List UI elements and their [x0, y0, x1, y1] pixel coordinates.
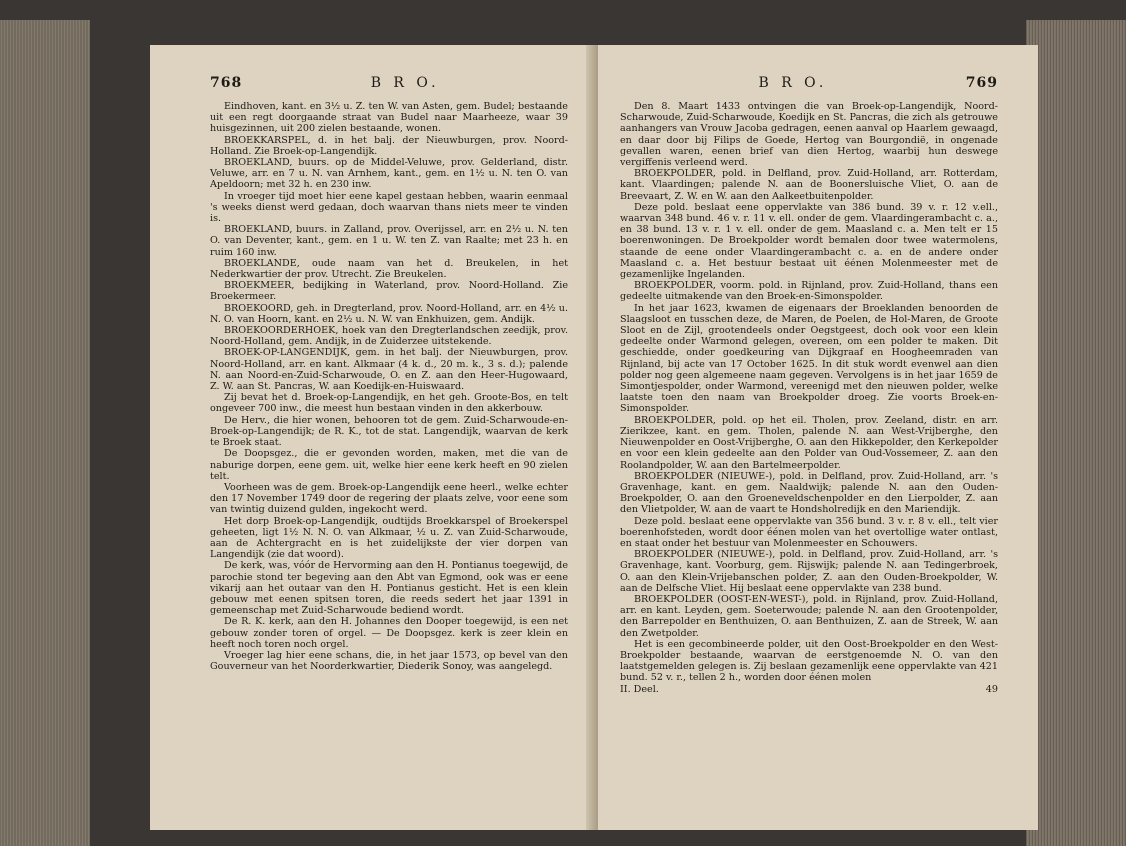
right-page — [598, 45, 1038, 830]
paragraph: BROEKPOLDER (OOST-EN-WEST-), pold. in Rijnland, prov. Zuid-Holland, arr. en kant. Leyden, gem. Soeterwoude; palende N. aan den Grootenpolder, den Barrepolder en Benthuizen, O. aan Benthuizen, Z. aan de Streek, W. aan den Zwetpolder. — [620, 593, 998, 639]
paragraph: BROEKMEER, bedijking in Waterland, prov. Noord-Holland. Zie Broekermeer. — [210, 280, 568, 303]
paragraph: BROEKLAND, buurs. in Zalland, prov. Overijssel, arr. en 2½ u. N. ten O. van Deventer, kant., gem. en 1 u. W. ten Z. van Raalte; met 23 h. en ruim 160 inw. — [210, 224, 568, 258]
page-edges-right — [1026, 20, 1126, 846]
paragraph: BROEKLAND, buurs. op de Middel-Veluwe, prov. Gelderland, distr. Veluwe, arr. en 7 u. N. van Arnhem, kant., gem. en 1½ u. N. ten O. van Apeldoorn; met 32 h. en 230 inw. — [210, 157, 568, 191]
volume-signature: II. Deel. — [620, 683, 659, 695]
left-page-number: 768 — [210, 75, 243, 91]
left-page-header — [210, 75, 568, 91]
paragraph: De kerk, was, vóór de Hervorming aan den H. Pontianus toegewijd, de parochie stond ter begeving aan den Abt van Egmond, ook was er eene vikarij aan het outaar van den H. Pontianus gesticht. Het is een klein gebouw met eenen spitsen toren, die reeds sedert het jaar 1391 in gemeenschap met Zuid-Scharwoude bediend wordt. — [210, 560, 568, 617]
paragraph: In het jaar 1623, kwamen de eigenaars der Broeklanden benoorden de Slaagsloot en tusschen deze, de Maren, de Poelen, de Hol-Maren, de Groote Sloot en de Zijl, grootendeels onder Oegstgeest, doch ook voor een klein gedeelte onder Warmond gelegen, overeen, om een polder te maken. Dit geschiedde, onder goedkeuring van Dijkgraaf en Hoogheemraden van Rijnland, bij acte van 17 October 1625. In dit stuk wordt evenwel aan dien polder nog geen algemeene naam gegeven. Vervolgens is in het jaar 1659 de Simontjespolder, onder Warmond, vereenigd met den nieuwen polder, welke laatste toen den naam van Broekpolder droeg. Zie voorts Broek-en-Simonspolder. — [620, 302, 998, 415]
left-running-head: B R O. — [370, 75, 440, 91]
paragraph: Zij bevat het d. Broek-op-Langendijk, en het geh. Groote-Bos, en telt ongeveer 700 inw., die meest hun bestaan vinden in den akkerbouw. — [210, 392, 568, 415]
right-running-head: B R O. — [758, 75, 828, 91]
paragraph: De R. K. kerk, aan den H. Johannes den Dooper toegewijd, is een net gebouw zonder toren of orgel. — De Doopsgez. kerk is zeer klein en heeft noch toren noch orgel. — [210, 616, 568, 650]
sheet-signature: 49 — [985, 683, 998, 695]
paragraph: BROEK-OP-LANGENDIJK, gem. in het balj. der Nieuwburgen, prov. Noord-Holland, arr. en kant. Alkmaar (4 k. d., 20 m. k., 3 s. d.); palende N. aan Noord-en-Zuid-Scharwoude, O. en Z. aan den Heer-Hugowaard, Z. W. aan St. Pancras, W. aan Koedijk-en-Huiswaard. — [210, 347, 568, 393]
paragraph: BROEKKARSPEL, d. in het balj. der Nieuwburgen, prov. Noord-Holland. Zie Broek-op-Langendijk. — [210, 134, 568, 157]
signature-line — [620, 684, 998, 695]
paragraph: Het dorp Broek-op-Langendijk, oudtijds Broekkarspel of Broekerspel geheeten, ligt 1½ N. N. O. van Alkmaar, ½ u. Z. van Zuid-Scharwoude, aan de Achtergracht en is het zuidelijkste der vier dorpen van Langendijk (zie dat woord). — [210, 515, 568, 561]
paragraph: BROEKPOLDER, voorm. pold. in Rijnland, prov. Zuid-Holland, thans een gedeelte uitmakende van den Broek-en-Simonspolder. — [620, 280, 998, 303]
paragraph: BROEKPOLDER, pold. op het eil. Tholen, prov. Zeeland, distr. en arr. Zierikzee, kant. en gem. Tholen, palende N. aan West-Vrijberghe, den Nieuwenpolder en Oost-Vrijberghe, O. aan den Hikkepolder, den Kerkepolder en voor een klein gedeelte aan den Polder van Oud-Vossemeer, Z. aan den Roolandpolder, W. aan den Bartelmeerpolder. — [620, 414, 998, 471]
paragraph: BROEKPOLDER, pold. in Delfland, prov. Zuid-Holland, arr. Rotterdam, kant. Vlaardingen; palende N. aan de Boonersluische Vliet, O. aan de Breevaart, Z. W. en W. aan den Aalkeetbuitenpolder. — [620, 168, 998, 202]
paragraph: De Doopsgez., die er gevonden worden, maken, met die van de naburige dorpen, eene gem. uit, welke hier eene kerk heeft en 90 zielen telt. — [210, 448, 568, 482]
paragraph: Voorheen was de gem. Broek-op-Langendijk eene heerl., welke echter den 17 November 1749 door de regering der plaats zelve, voor eene som van twintig duizend gulden, ingekocht werd. — [210, 481, 568, 516]
paragraph: De Herv., die hier wonen, behooren tot de gem. Zuid-Scharwoude-en-Broek-op-Langendijk; de R. K., tot de stat. Langendijk, waarvan de kerk te Broek staat. — [210, 414, 568, 449]
page-edges-left — [0, 20, 90, 846]
paragraph: BROEKPOLDER (NIEUWE-), pold. in Delfland, prov. Zuid-Holland, arr. 's Gravenhage, kant. Voorburg, gem. Rijswijk; palende N. aan Tedingerbroek, O. aan den Klein-Vrijebanschen polder, Z. aan den Ouden-Broekpolder, W. aan de Delfsche Vliet. Hij beslaat eene oppervlakte van 238 bund. — [620, 549, 998, 594]
right-page-header — [620, 75, 998, 91]
paragraph: Vroeger lag hier eene schans, die, in het jaar 1573, op bevel van den Gouverneur van het Noorderkwartier, Diederik Sonoy, was aangelegd. — [210, 649, 568, 673]
paragraph: Den 8. Maart 1433 ontvingen die van Broek-op-Langendijk, Noord-Scharwoude, Zuid-Scharwoude, Koedijk en St. Pancras, die zich als getrouwe aanhangers van Vrouw Jacoba gedragen, eenen aanval op Haarlem gewaagd, en daar door bij Filips de Goede, Hertog van Bourgondië, in ongenade gevallen waren, eenen brief van dien Hertog, waarbij hun deswege vergiffenis verleend werd. — [620, 101, 998, 169]
right-page-number: 769 — [965, 75, 998, 91]
right-page-body — [620, 101, 998, 684]
left-page — [150, 45, 590, 830]
paragraph: Deze pold. beslaat eene oppervlakte van 356 bund. 3 v. r. 8 v. ell., telt vier boerenhofsteden, wordt door éénen molen van het overtollige water ontlast, en staat onder het bestuur van Molenmeester en Schouwers. — [620, 515, 998, 549]
paragraph: Eindhoven, kant. en 3½ u. Z. ten W. van Asten, gem. Budel; bestaande uit een regt doorgaande straat van Budel naar Maarheeze, waar 39 huisgezinnen, uit 200 zielen bestaande, wonen. — [210, 101, 568, 135]
paragraph: Deze pold. beslaat eene oppervlakte van 386 bund. 39 v. r. 12 v.ell., waarvan 348 bund. 46 v. r. 11 v. ell. onder de gem. Vlaardingerambacht c. a., en 38 bund. 13 v. r. 1 v. ell. onder de gem. Maasland c. a. Men telt er 15 boerenwoningen. De Broekpolder wordt bemalen door twee watermolens, staande de eene onder Vlaardingerambacht c. a. en de andere onder Maasland c. a. Het bestuur bestaat uit éénen Molenmeester met de gezamenlijke Ingelanden. — [620, 201, 998, 281]
left-page-body — [210, 101, 568, 672]
paragraph: In vroeger tijd moet hier eene kapel gestaan hebben, waarin eenmaal 's weeks dienst werd gedaan, doch waarvan thans niets meer te vinden is. — [210, 190, 568, 225]
paragraph: BROEKOORDERHOEK, hoek van den Dregterlandschen zeedijk, prov. Noord-Holland, gem. Andijk, in de Zuiderzee uitstekende. — [210, 325, 568, 348]
paragraph: Het is een gecombineerde polder, uit den Oost-Broekpolder en den West-Broekpolder bestaande, waarvan de eerstgenoemde N. O. van den laatstgemelden gelegen is. Zij beslaan gezamenlijk eene oppervlakte van 421 bund. 52 v. r., tellen 2 h., worden door éénen molen — [620, 638, 998, 684]
paragraph: BROEKOORD, geh. in Dregterland, prov. Noord-Holland, arr. en 4½ u. N. O. van Hoorn, kant. en 2½ u. N. W. van Enkhuizen, gem. Andijk. — [210, 302, 568, 325]
paragraph: BROEKLANDE, oude naam van het d. Breukelen, in het Nederkwartier der prov. Utrecht. Zie Breukelen. — [210, 257, 568, 281]
paragraph: BROEKPOLDER (NIEUWE-), pold. in Delfland, prov. Zuid-Holland, arr. 's Gravenhage, kant. en gem. Naaldwijk; palende N. aan den Ouden-Broekpolder, O. aan den Groeneveldschenpolder en den Lierpolder, Z. aan den Vlietpolder, W. aan de vaart te Hondsholredijk en den Mariendijk. — [620, 470, 998, 516]
